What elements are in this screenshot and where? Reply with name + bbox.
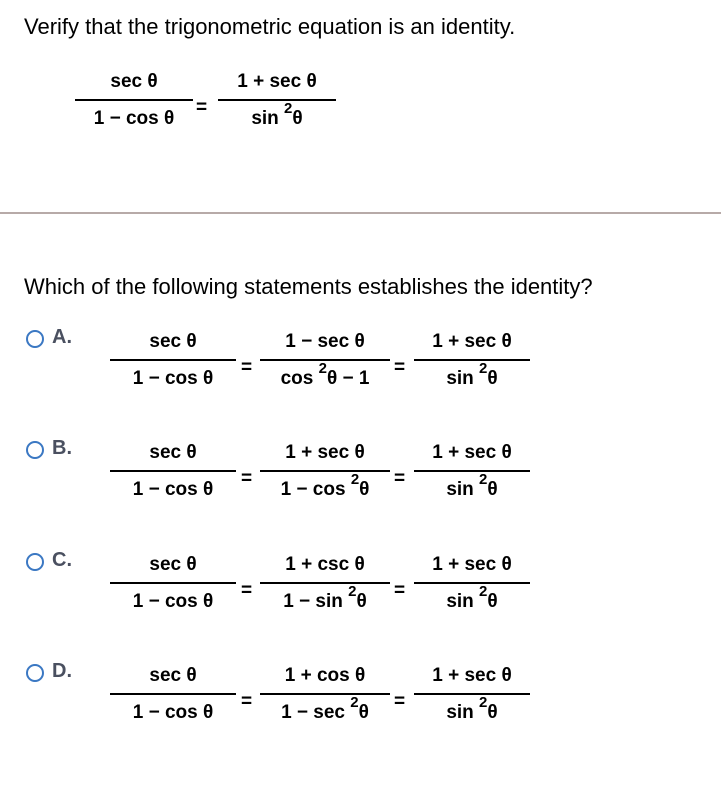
fraction-denominator: sin $^2$θ xyxy=(251,99,303,129)
fraction-bar xyxy=(260,693,390,695)
fraction-bar xyxy=(414,470,530,472)
option-b-fraction-2 xyxy=(260,441,390,502)
fraction-numerator: 1 + sec θ xyxy=(285,442,365,463)
question-text: Which of the following statements establishes the identity? xyxy=(24,274,593,299)
fraction-bar xyxy=(110,693,236,695)
identity-lhs-fraction xyxy=(75,70,193,131)
option-letter: D. xyxy=(52,660,72,682)
option-c-fraction-2 xyxy=(260,553,390,614)
fraction-denominator: sin $^2$θ xyxy=(446,470,498,500)
fraction-denominator: 1 − cos θ xyxy=(132,701,214,723)
fraction-numerator: 1 − sec θ xyxy=(285,331,365,352)
option-c-fraction-3 xyxy=(414,553,530,614)
section-divider xyxy=(0,212,721,214)
fraction-numerator: sec θ xyxy=(149,665,197,686)
fraction-bar xyxy=(260,470,390,472)
fraction-denominator: cos $^2$θ − 1 xyxy=(280,359,370,389)
fraction-bar xyxy=(110,582,236,584)
equals-sign: = xyxy=(394,468,406,489)
fraction-bar xyxy=(414,359,530,361)
equals-sign: = xyxy=(241,357,253,378)
option-a-fraction-1 xyxy=(110,330,236,391)
option-d-fraction-1 xyxy=(110,664,236,725)
option-letter: C. xyxy=(52,549,72,571)
fraction-denominator: 1 − cos θ xyxy=(132,590,214,612)
option-a-fraction-2 xyxy=(260,330,390,391)
fraction-numerator: 1 + csc θ xyxy=(285,554,365,575)
equals-sign: = xyxy=(394,691,406,712)
fraction-denominator: sin $^2$θ xyxy=(446,359,498,389)
fraction-denominator: 1 − cos $^2$θ xyxy=(280,470,370,500)
fraction-numerator: 1 + cos θ xyxy=(284,665,366,686)
option-b-fraction-3 xyxy=(414,441,530,502)
equals-sign: = xyxy=(241,580,253,601)
identity-rhs-fraction xyxy=(218,70,336,131)
fraction-bar xyxy=(414,582,530,584)
radio-button-b[interactable] xyxy=(26,441,44,459)
option-d-fraction-2 xyxy=(260,664,390,725)
fraction-numerator: sec θ xyxy=(149,331,197,352)
fraction-numerator: sec θ xyxy=(149,554,197,575)
fraction-denominator: 1 − sec $^2$θ xyxy=(281,693,369,723)
equals-sign: = xyxy=(394,357,406,378)
equals-sign: = xyxy=(196,97,208,118)
fraction-bar xyxy=(75,99,193,101)
fraction-numerator: 1 + sec θ xyxy=(432,442,512,463)
fraction-numerator: sec θ xyxy=(149,442,197,463)
fraction-numerator: sec θ xyxy=(110,71,158,92)
option-b-fraction-1 xyxy=(110,441,236,502)
fraction-numerator: 1 + sec θ xyxy=(432,554,512,575)
fraction-numerator: 1 + sec θ xyxy=(432,331,512,352)
fraction-denominator: 1 − sin $^2$θ xyxy=(283,582,367,612)
fraction-denominator: sin $^2$θ xyxy=(446,693,498,723)
fraction-bar xyxy=(110,470,236,472)
fraction-numerator: 1 + sec θ xyxy=(237,71,317,92)
radio-button-c[interactable] xyxy=(26,553,44,571)
option-letter: B. xyxy=(52,437,72,459)
option-a-fraction-3 xyxy=(414,330,530,391)
option-d-fraction-3 xyxy=(414,664,530,725)
fraction-denominator: 1 − cos θ xyxy=(132,478,214,500)
instruction-text: Verify that the trigonometric equation is an identity. xyxy=(24,14,516,39)
equals-sign: = xyxy=(394,580,406,601)
option-letter: A. xyxy=(52,326,72,348)
radio-button-d[interactable] xyxy=(26,664,44,682)
radio-button-a[interactable] xyxy=(26,330,44,348)
option-c-fraction-1 xyxy=(110,553,236,614)
equals-sign: = xyxy=(241,691,253,712)
fraction-bar xyxy=(260,582,390,584)
fraction-denominator: 1 − cos θ xyxy=(93,107,175,129)
equals-sign: = xyxy=(241,468,253,489)
fraction-numerator: 1 + sec θ xyxy=(432,665,512,686)
fraction-denominator: 1 − cos θ xyxy=(132,367,214,389)
fraction-bar xyxy=(414,693,530,695)
fraction-bar xyxy=(110,359,236,361)
fraction-bar xyxy=(218,99,336,101)
fraction-denominator: sin $^2$θ xyxy=(446,582,498,612)
